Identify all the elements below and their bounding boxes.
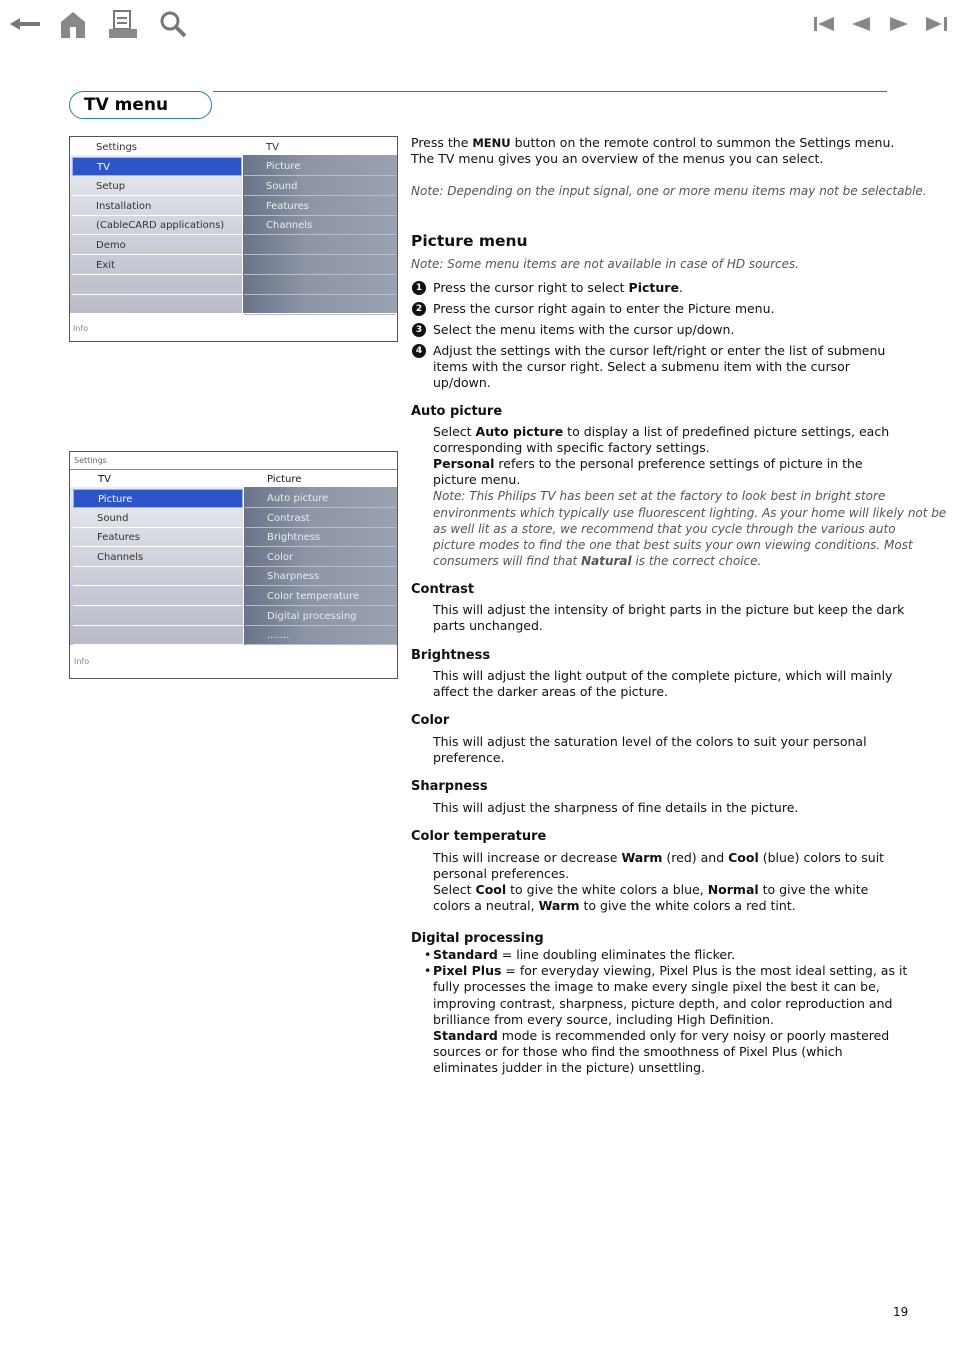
digital-processing-line-7: sources or for those who find the smoothness of Pixel Plus (which: [433, 1044, 843, 1059]
contrast-heading: Contrast: [411, 582, 475, 597]
screen2-submenu-item-4: Sharpness: [245, 567, 396, 586]
screen2-submenu-item-3: Color: [245, 548, 396, 567]
screen1-menu-item-5: Exit: [72, 256, 242, 275]
screen1-submenu-item-0: Picture: [244, 157, 396, 176]
home-icon[interactable]: [56, 8, 90, 40]
screen1-submenu-item-empty: [244, 256, 396, 275]
auto-picture-note-5: consumers will find that Natural is the correct choice.: [433, 554, 762, 568]
contrast-line-1: This will adjust the intensity of bright parts in the picture but keep the dark: [433, 602, 905, 617]
step-3-text: Select the menu items with the cursor up/down.: [433, 322, 735, 337]
screen2-submenu-item-6: Digital processing: [245, 607, 396, 626]
color-temperature-heading: Color temperature: [411, 829, 547, 844]
bullet-dot: •: [424, 963, 432, 978]
digital-processing-line-4: improving contrast, sharpness, picture depth, and color reproduction and: [433, 996, 893, 1011]
digital-processing-bullet-1: Standard = line doubling eliminates the flicker.: [433, 947, 736, 962]
screen2-menu-item-1: Sound: [73, 509, 243, 528]
contrast-line-2: parts unchanged.: [433, 618, 543, 633]
section-title-box: [69, 91, 212, 119]
digital-processing-heading: Digital processing: [411, 931, 544, 946]
screen2-submenu-item-1: Contrast: [245, 509, 396, 528]
screen1-header-left: Settings: [96, 142, 138, 153]
screen2-divider: [70, 469, 397, 470]
screen2-menu-item-3: Channels: [73, 548, 243, 567]
screen1-menu-item-1: Setup: [72, 177, 242, 196]
step-2-number: 2: [412, 302, 426, 316]
printer-icon[interactable]: [106, 8, 140, 40]
previous-page-icon[interactable]: [844, 8, 878, 40]
screen1-menu-item-empty: [72, 276, 242, 295]
intro-line-1: Press the MENU button on the remote control to summon the Settings menu.: [411, 135, 895, 150]
page-title: TV menu: [84, 95, 169, 115]
step-3-number: 3: [412, 323, 426, 337]
auto-picture-heading: Auto picture: [411, 404, 503, 419]
screen2-menu-item-0: Picture: [73, 489, 243, 508]
sharpness-heading: Sharpness: [411, 779, 488, 794]
screen2-submenu-item-2: Brightness: [245, 528, 396, 547]
auto-picture-note-1: Note: This Philips TV has been set at the factory to look best in bright store: [433, 489, 886, 503]
screen1-submenu-item-2: Features: [244, 197, 396, 216]
screen2-submenu-item-7: .......: [245, 626, 396, 645]
color-heading: Color: [411, 713, 450, 728]
auto-picture-line-4: picture menu.: [433, 472, 521, 487]
page-number: 19: [893, 1305, 909, 1319]
color-temperature-line-3: Select Cool to give the white colors a blue, Normal to give the white: [433, 882, 869, 897]
screen1-menu-item-2: Installation: [72, 197, 242, 216]
screen1-submenu-item-empty: [244, 276, 396, 295]
step-1-text: Press the cursor right to select Picture.: [433, 280, 683, 295]
sharpness-line-1: This will adjust the sharpness of fine details in the picture.: [433, 800, 799, 815]
color-line-2: preference.: [433, 750, 505, 765]
digital-processing-line-3: fully processes the image to make every single pixel the best it can be,: [433, 979, 880, 994]
auto-picture-note-2: environments which typically use fluorescent lighting. As your home will likely not be: [433, 506, 947, 520]
digital-processing-line-5: brilliance from every source, including High Definition.: [433, 1012, 774, 1027]
brightness-heading: Brightness: [411, 648, 491, 663]
screen1-menu-item-4: Demo: [72, 236, 242, 255]
next-page-icon[interactable]: [882, 8, 916, 40]
title-rule: [213, 91, 887, 92]
auto-picture-line-1: Select Auto picture to display a list of predefined picture settings, each: [433, 424, 890, 439]
step-1-number: 1: [412, 281, 426, 295]
intro-note: Note: Depending on the input signal, one or more menu items may not be selectable.: [411, 184, 927, 198]
brightness-line-1: This will adjust the light output of the complete picture, which will mainly: [433, 668, 893, 683]
screen2-info: Info: [74, 657, 90, 666]
auto-picture-line-3: Personal refers to the personal preference settings of picture in the: [433, 456, 863, 471]
color-line-1: This will adjust the saturation level of the colors to suit your personal: [433, 734, 867, 749]
settings-menu-screenshot: [69, 136, 398, 342]
step-4-line-1: Adjust the settings with the cursor left/right or enter the list of submenu: [433, 343, 886, 358]
auto-picture-note-4: picture modes to find the one that best suits your own viewing conditions. Most: [433, 538, 913, 552]
screen1-header-right: TV: [266, 142, 279, 153]
screen2-submenu-item-5: Color temperature: [245, 587, 396, 606]
brightness-line-2: affect the darker areas of the picture.: [433, 684, 669, 699]
screen1-info: Info: [73, 324, 89, 333]
screen2-menu-item-empty: [73, 626, 243, 645]
color-temperature-line-1: This will increase or decrease Warm (red) and Cool (blue) colors to suit: [433, 850, 885, 865]
back-arrow-icon[interactable]: [8, 8, 42, 40]
screen1-menu-item-empty: [72, 296, 242, 315]
digital-processing-bullet-2: Pixel Plus = for everyday viewing, Pixel Plus is the most ideal setting, as it: [433, 963, 908, 978]
screen2-menu-item-2: Features: [73, 528, 243, 547]
bullet-dot: •: [424, 947, 432, 962]
step-4-line-3: up/down.: [433, 375, 491, 390]
screen2-header-right: Picture: [267, 474, 302, 485]
screen2-top-label: Settings: [74, 456, 107, 465]
auto-picture-note-3: as well lit as a store, we recommend that you cycle through the various auto: [433, 522, 896, 536]
step-2-text: Press the cursor right again to enter the Picture menu.: [433, 301, 775, 316]
screen2-menu-item-empty: [73, 607, 243, 626]
intro-line-2: The TV menu gives you an overview of the menus you can select.: [411, 151, 824, 166]
screen2-menu-item-empty: [73, 567, 243, 586]
digital-processing-line-8: eliminates judder in the picture) unsettling.: [433, 1060, 706, 1075]
screen2-submenu-item-0: Auto picture: [245, 489, 396, 508]
first-page-icon[interactable]: [808, 8, 842, 40]
screen1-menu-item-0: TV: [72, 157, 242, 176]
screen1-submenu-item-3: Channels: [244, 216, 396, 235]
screen2-menu-item-empty: [73, 587, 243, 606]
digital-processing-line-6: Standard mode is recommended only for very noisy or poorly mastered: [433, 1028, 890, 1043]
picture-menu-heading: Picture menu: [411, 232, 528, 250]
screen1-menu-item-3: (CableCARD applications): [72, 216, 242, 235]
last-page-icon[interactable]: [920, 8, 954, 40]
color-temperature-line-2: personal preferences.: [433, 866, 570, 881]
screen1-submenu-item-empty: [244, 236, 396, 255]
auto-picture-line-2: corresponding with specific factory settings.: [433, 440, 710, 455]
screen2-header-left: TV: [98, 474, 111, 485]
tv-menu-screenshot: [69, 451, 398, 679]
step-4-number: 4: [412, 344, 426, 358]
picture-menu-note: Note: Some menu items are not available in case of HD sources.: [411, 257, 800, 271]
screen1-submenu-item-1: Sound: [244, 177, 396, 196]
screen1-submenu-item-empty: [244, 296, 396, 315]
color-temperature-line-4: colors a neutral, Warm to give the white colors a red tint.: [433, 898, 796, 913]
step-4-line-2: items with the cursor right. Select a submenu item with the cursor: [433, 359, 850, 374]
search-icon[interactable]: [156, 8, 190, 40]
